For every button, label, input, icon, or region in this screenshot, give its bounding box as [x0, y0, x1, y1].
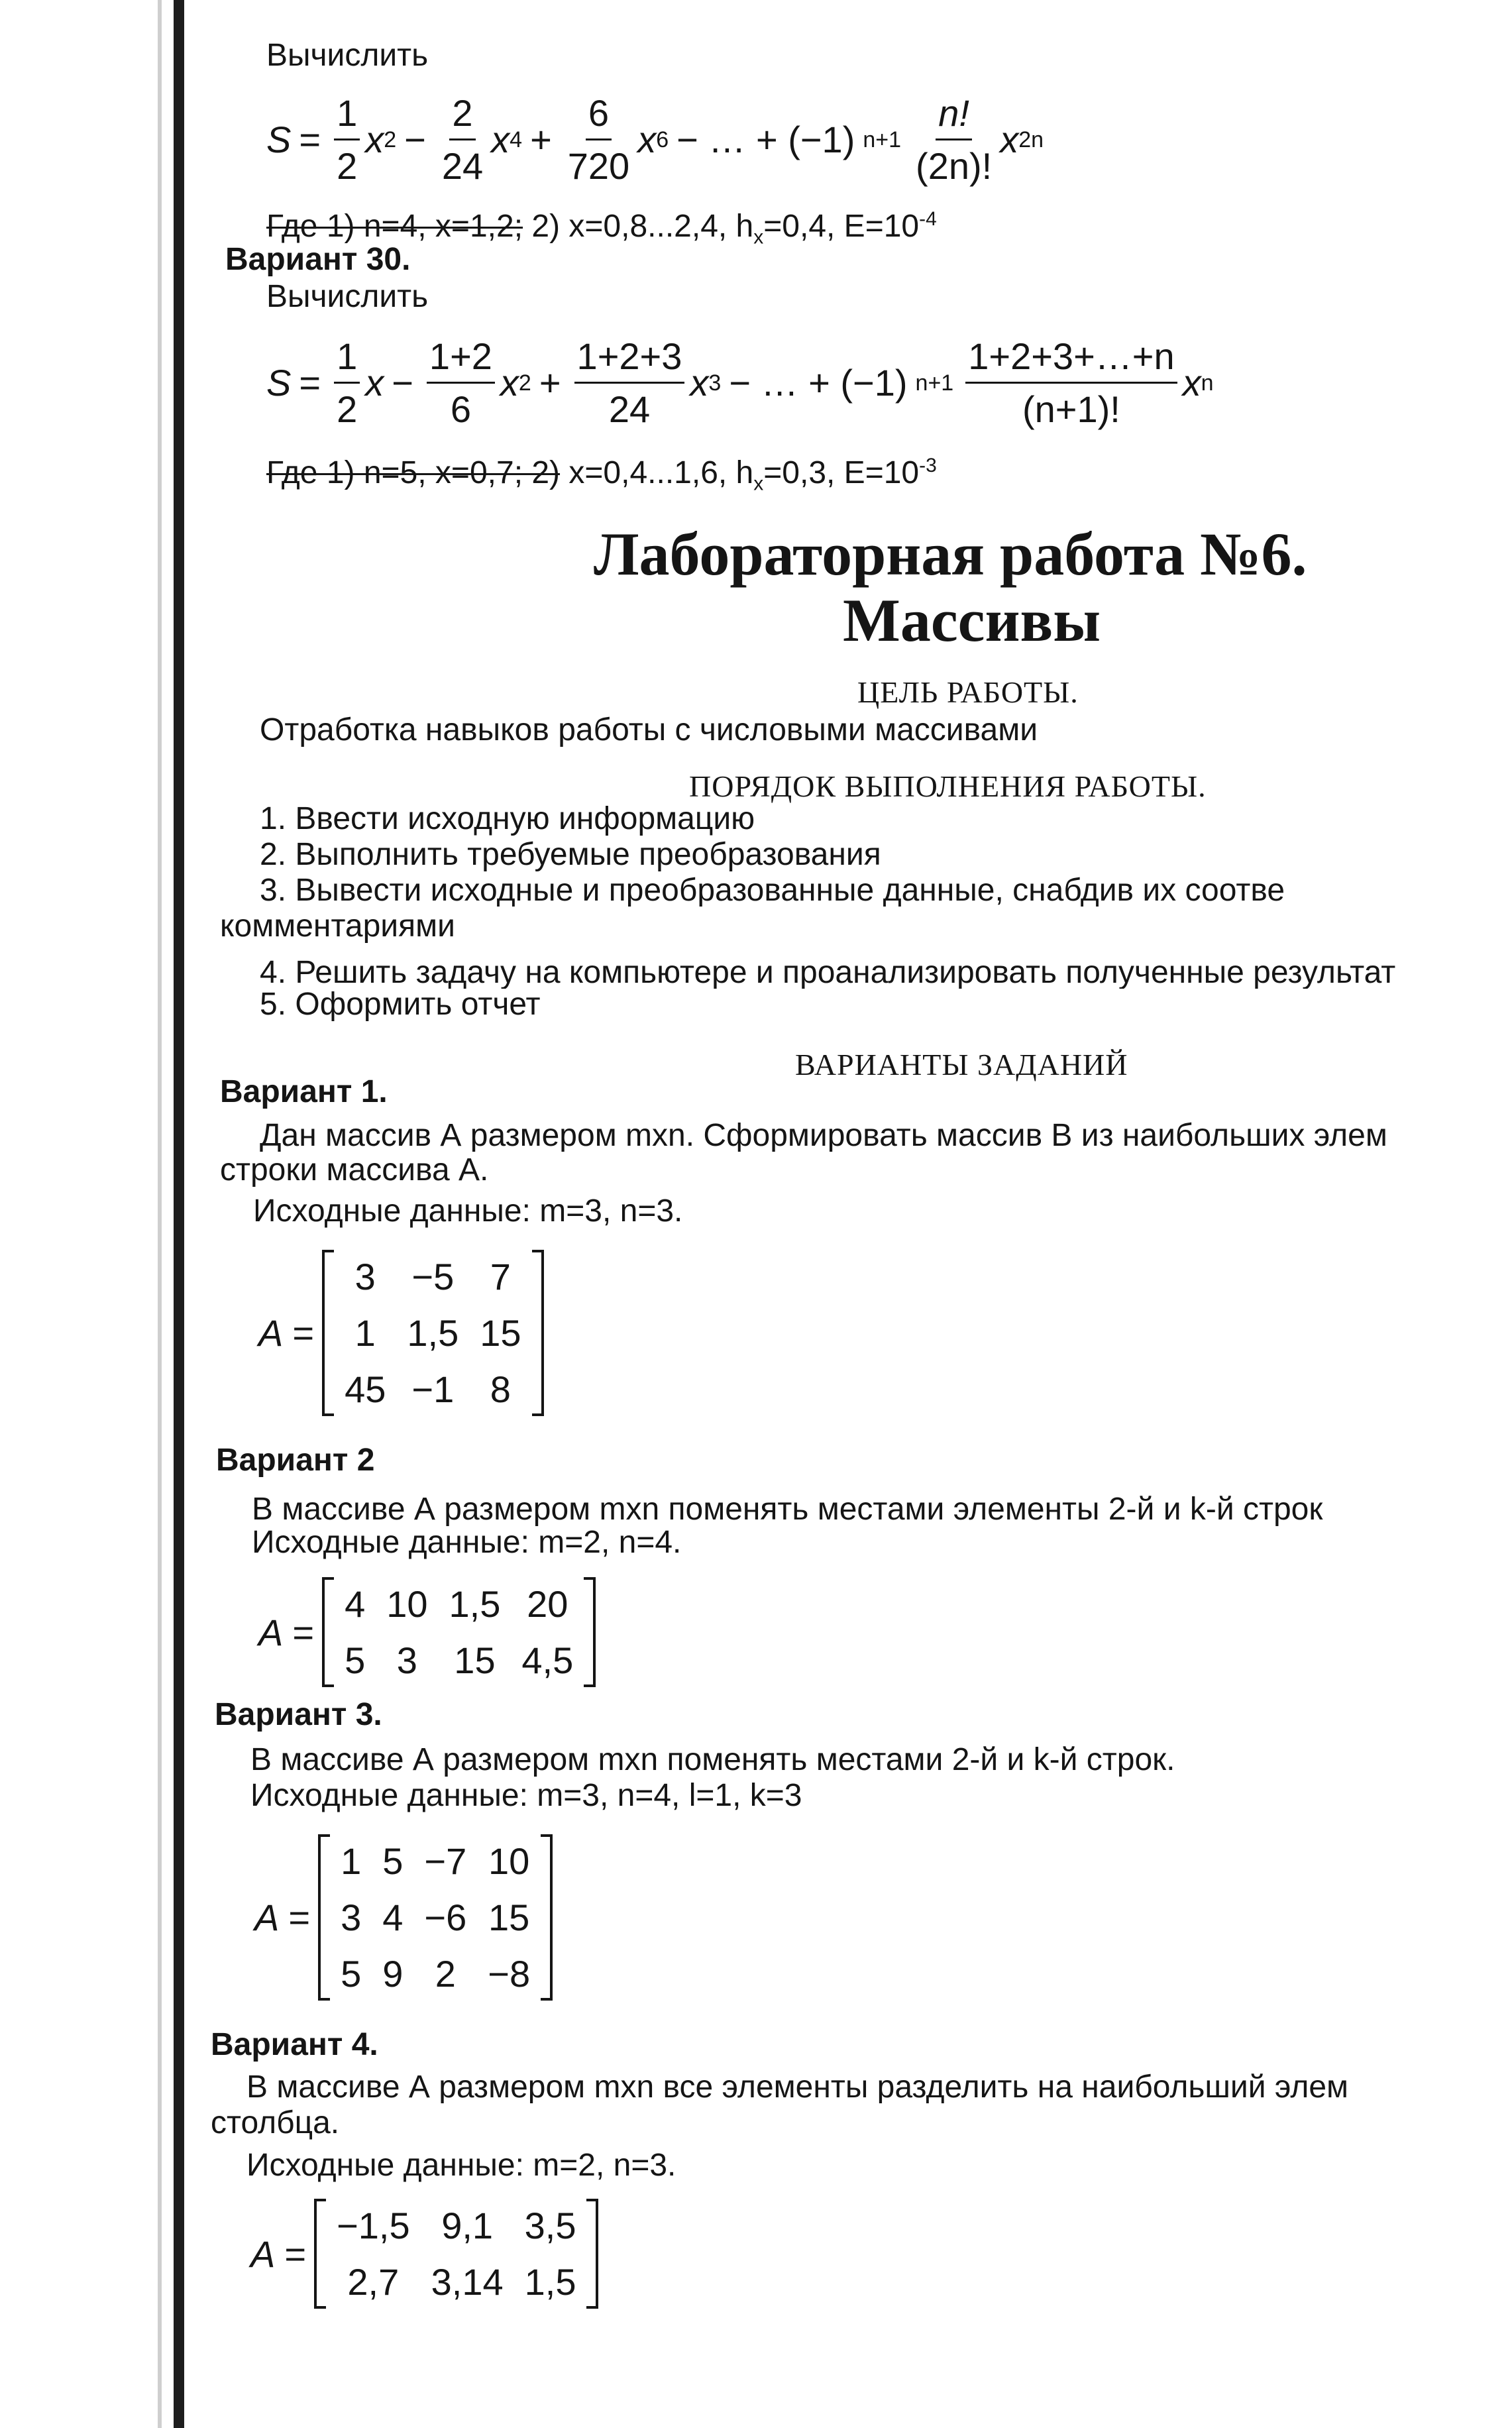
binding-edge	[174, 0, 184, 2428]
fraction: $\frac{2}{24}$	[441, 92, 484, 187]
where-line-top: Где 1) n=4, x=1,2; 2) x=0,8...2,4, $h_x=0,4$, $E=10^{-4}$	[266, 208, 937, 248]
variant-4-line-3: Исходные данные: m=2, n=3.	[246, 2148, 676, 2183]
formula-top: S = $\frac{1}{2}$ x 2 − $\frac{2}{24}$ x 4 + $\frac{6}{720}$ x 6 − … + (−1) n+1 $\frac{n!}{(2n)!}$ x 2n	[266, 92, 1044, 187]
matrix-bracket-serif	[322, 1413, 334, 1416]
matrix-grid: 4 10 1,5 20 5 3 15 4,5	[322, 1580, 596, 1684]
variant-1-line-3: Исходные данные: m=3, n=3.	[253, 1193, 683, 1229]
formula-v30: S = $\frac{1}{2}$ x − $\frac{1+2}{6}$ x 2 + $\frac{1+2+3}{24}$ x 3 − … + (−1) n+1 $\frac{1+2+3+\dots+n}{(n+1)!}$ x n	[266, 335, 1214, 430]
lab-title-line-2: Массивы	[843, 586, 1101, 654]
matrix-bracket-serif	[584, 1684, 596, 1687]
goal-text: Отработка навыков работы с числовыми массивами	[260, 712, 1038, 747]
matrix-bracket-serif	[541, 1998, 553, 2001]
matrix-bracket-serif	[318, 1834, 330, 1837]
matrix-bracket-serif	[322, 1577, 334, 1580]
variants-heading: ВАРИАНТЫ ЗАДАНИЙ	[795, 1048, 1128, 1081]
variant-4-line-2: столбца.	[211, 2105, 340, 2140]
calc-label-v30: Вычислить	[266, 279, 429, 314]
fraction: $\frac{1+2}{6}$	[427, 335, 495, 431]
lab-title-line-1: Лабораторная работа №6.	[594, 520, 1307, 588]
step-2: 2. Выполнить требуемые преобразования	[260, 837, 881, 872]
matrix-bracket-serif	[314, 2306, 326, 2309]
matrix-grid: 3 −5 7 1 1,5 15 45 −1 8	[322, 1252, 543, 1413]
variant-1-line-1: Дан массив А размером mxn. Сформировать массив B из наибольших элем	[260, 1120, 1387, 1152]
struck-text: Где 1) n=5, x=0,7; 2)	[266, 455, 561, 490]
variant-4-line-1: В массиве А размером mxn все элементы разделить на наибольший элем	[246, 2071, 1349, 2103]
formula-eq: =	[299, 119, 321, 160]
page-edge-shadow	[158, 0, 162, 2428]
matrix-variant-1: A = 3 −5 7 1 1,5 15 45 −1 8	[258, 1252, 544, 1413]
variant-30-title: Вариант 30.	[225, 242, 411, 277]
fraction: $\frac{1}{2}$	[334, 91, 360, 188]
variant-3-line-1: В массиве А размером mxn поменять местами 2-й и k-й строк.	[250, 1742, 1175, 1777]
matrix-bracket-serif	[318, 1998, 330, 2001]
variant-2-line-2: Исходные данные: m=2, n=4.	[252, 1525, 682, 1560]
variant-3-line-2: Исходные данные: m=3, n=4, l=1, k=3	[250, 1778, 802, 1813]
struck-text: Где 1) n=4, x=1,2;	[266, 209, 523, 244]
matrix-bracket-serif	[322, 1250, 334, 1252]
matrix-grid: 1 5 −7 10 3 4 −6 15 5 9 2 −8	[318, 1837, 553, 1998]
step-5: 5. Оформить отчет	[260, 987, 541, 1022]
fraction: $\frac{1}{2}$	[334, 335, 360, 431]
fraction: $\frac{1+2+3}{24}$	[574, 335, 685, 431]
fraction: $\frac{1+2+3+\dots+n}{(n+1)!}$	[965, 335, 1177, 431]
matrix-bracket-serif	[541, 1834, 553, 1837]
step-3-continued: комментариями	[220, 909, 455, 944]
calc-label-top: Вычислить	[266, 38, 429, 73]
fraction: $\frac{6}{720}$	[567, 92, 630, 187]
matrix-bracket-serif	[586, 2306, 598, 2309]
variant-1-line-2: строки массива А.	[220, 1152, 489, 1187]
variant-2-title: Вариант 2	[216, 1443, 375, 1478]
variant-2-line-1: В массиве А размером mxn поменять местами элементы 2-й и k-й строк	[252, 1492, 1323, 1527]
variant-1-title: Вариант 1.	[220, 1074, 388, 1109]
where-line-v30: Где 1) n=5, x=0,7; 2) x=0,4...1,6, $h_x=0,3$, $E=10^{-3}$	[266, 455, 937, 495]
variant-4-title: Вариант 4.	[211, 2027, 378, 2062]
matrix-variant-3: A = 1 5 −7 10 3 4 −6 15 5 9 2 −8	[254, 1837, 553, 1998]
step-1: 1. Ввести исходную информацию	[260, 801, 755, 836]
matrix-bracket-serif	[586, 2199, 598, 2201]
matrix-variant-4: A = −1,5 9,1 3,5 2,7 3,14 1,5	[250, 2201, 598, 2306]
matrix-bracket-serif	[584, 1577, 596, 1580]
matrix-variant-2: A = 4 10 1,5 20 5 3 15 4,5	[258, 1580, 596, 1684]
matrix-bracket-serif	[322, 1684, 334, 1687]
matrix-grid: −1,5 9,1 3,5 2,7 3,14 1,5	[314, 2201, 598, 2306]
goal-heading: ЦЕЛЬ РАБОТЫ.	[857, 675, 1079, 709]
order-heading: ПОРЯДОК ВЫПОЛНЕНИЯ РАБОТЫ.	[689, 769, 1207, 803]
matrix-bracket-serif	[314, 2199, 326, 2201]
variant-3-title: Вариант 3.	[215, 1697, 382, 1732]
formula-s: S	[266, 119, 292, 160]
step-4: 4. Решить задачу на компьютере и проанализировать полученные результат	[260, 957, 1396, 989]
matrix-bracket-serif	[532, 1413, 544, 1416]
fraction: $\frac{n!}{(2n)!}$	[916, 92, 993, 187]
step-3: 3. Вывести исходные и преобразованные данные, снабдив их соотве	[260, 875, 1285, 907]
matrix-bracket-serif	[532, 1250, 544, 1252]
